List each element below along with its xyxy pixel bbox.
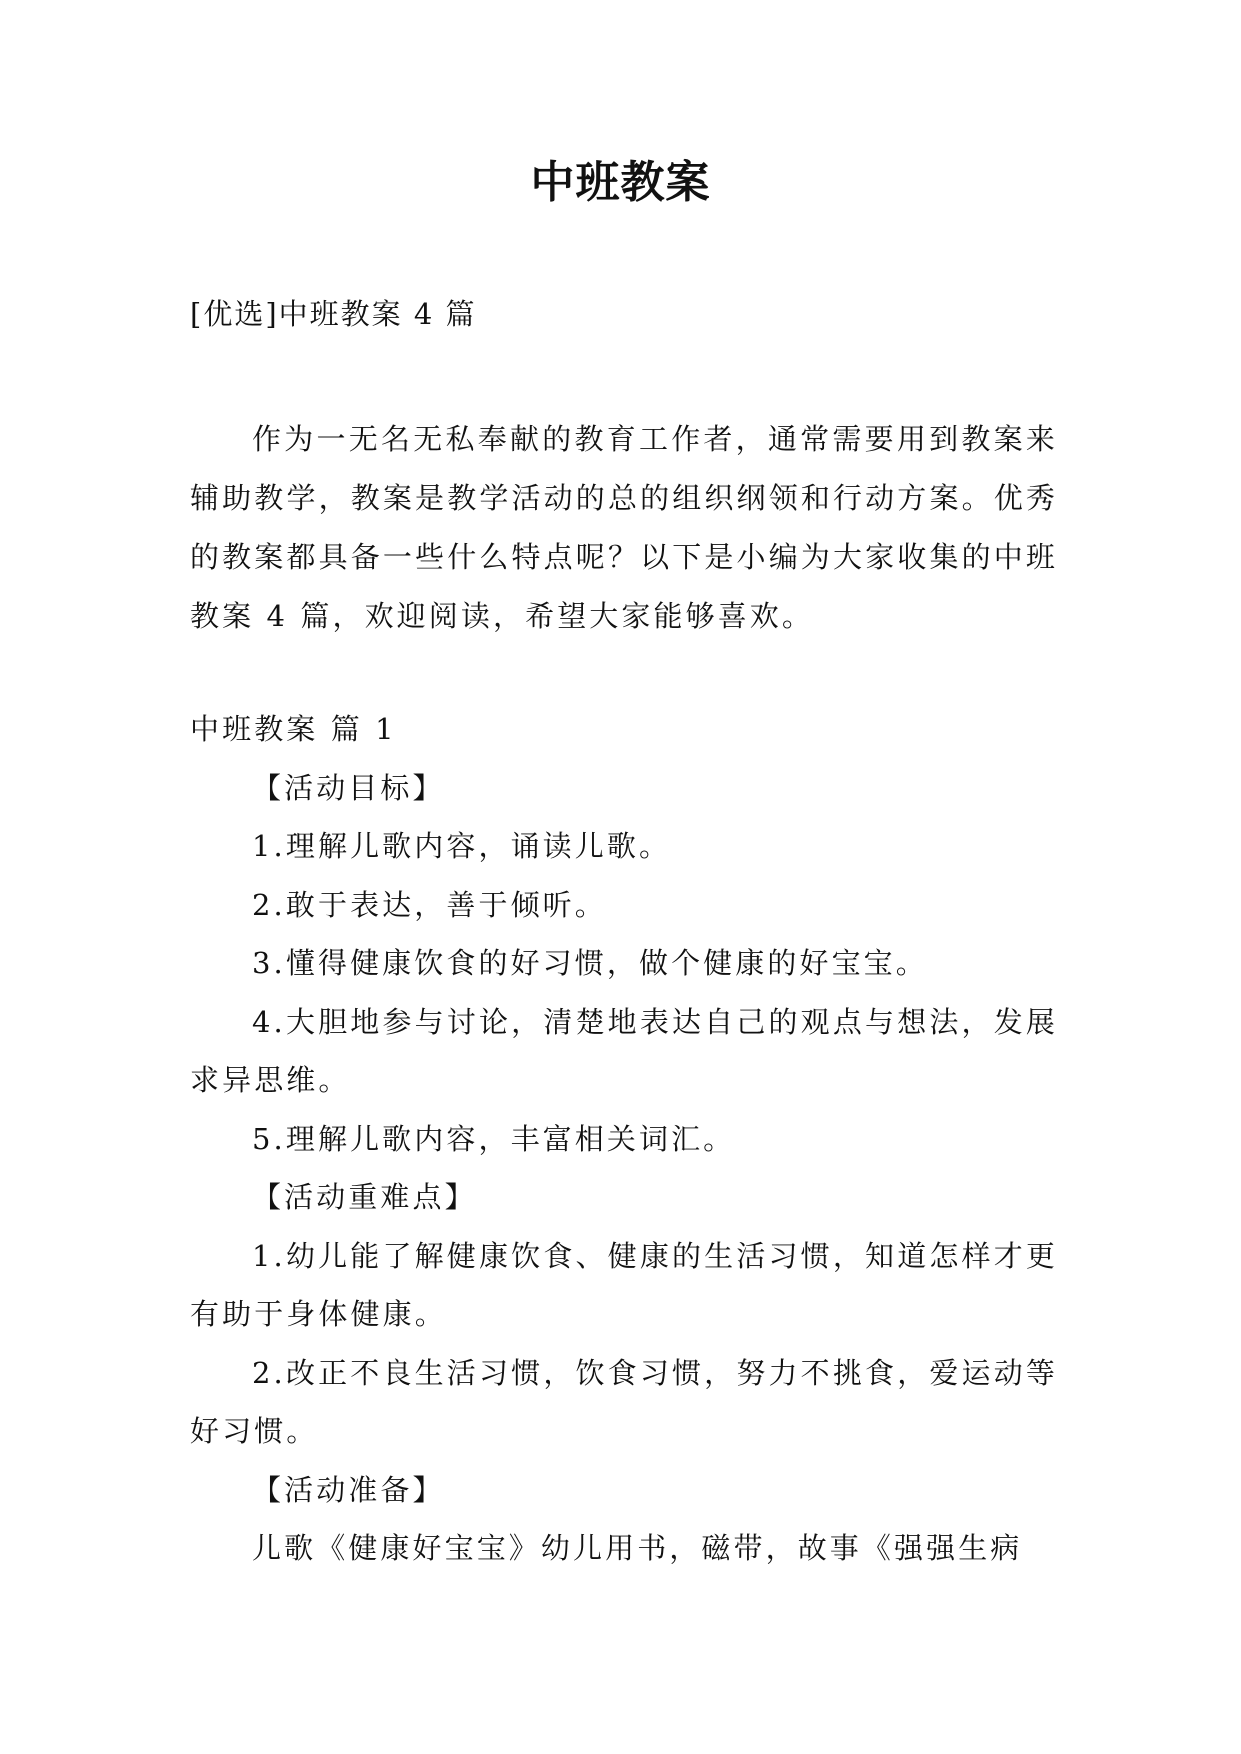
- objective-item: 4.大胆地参与讨论，清楚地表达自己的观点与想法，发展求异思维。: [190, 1004, 1058, 1097]
- key-point-item: 1.幼儿能了解健康饮食、健康的生活习惯，知道怎样才更有助于身体健康。: [190, 1238, 1058, 1331]
- preparation-heading: 【活动准备】: [252, 1472, 445, 1507]
- preparation-text: 儿歌《健康好宝宝》幼儿用书，磁带，故事《强强生病: [252, 1531, 1023, 1565]
- objective-item: 3.懂得健康饮食的好习惯，做个健康的好宝宝。: [252, 946, 928, 980]
- document-title: 中班教案: [530, 157, 711, 208]
- objective-item: 5.理解儿歌内容，丰富相关词汇。: [252, 1121, 736, 1156]
- section-heading: 中班教案 篇 1: [190, 712, 397, 746]
- key-points-heading: 【活动重难点】: [252, 1180, 477, 1214]
- key-point-item: 2.改正不良生活习惯，饮食习惯，努力不挑食，爱运动等好习惯。: [190, 1355, 1058, 1448]
- document-subtitle: [优选]中班教案 4 篇: [190, 297, 477, 331]
- objective-item: 2.敢于表达，善于倾听。: [252, 887, 607, 922]
- objectives-heading: 【活动目标】: [252, 770, 445, 805]
- objective-item: 1.理解儿歌内容，诵读儿歌。: [252, 829, 672, 863]
- section-1: [190, 700, 1058, 1578]
- intro-paragraph: 作为一无名无私奉献的教育工作者，通常需要用到教案来辅助教学，教案是教学活动的总的组织纲领和行动方案。优秀的教案都具备一些什么特点呢？以下是小编为大家收集的中班教案 4 篇，欢迎阅读，希望大家能够喜欢。: [190, 422, 1058, 633]
